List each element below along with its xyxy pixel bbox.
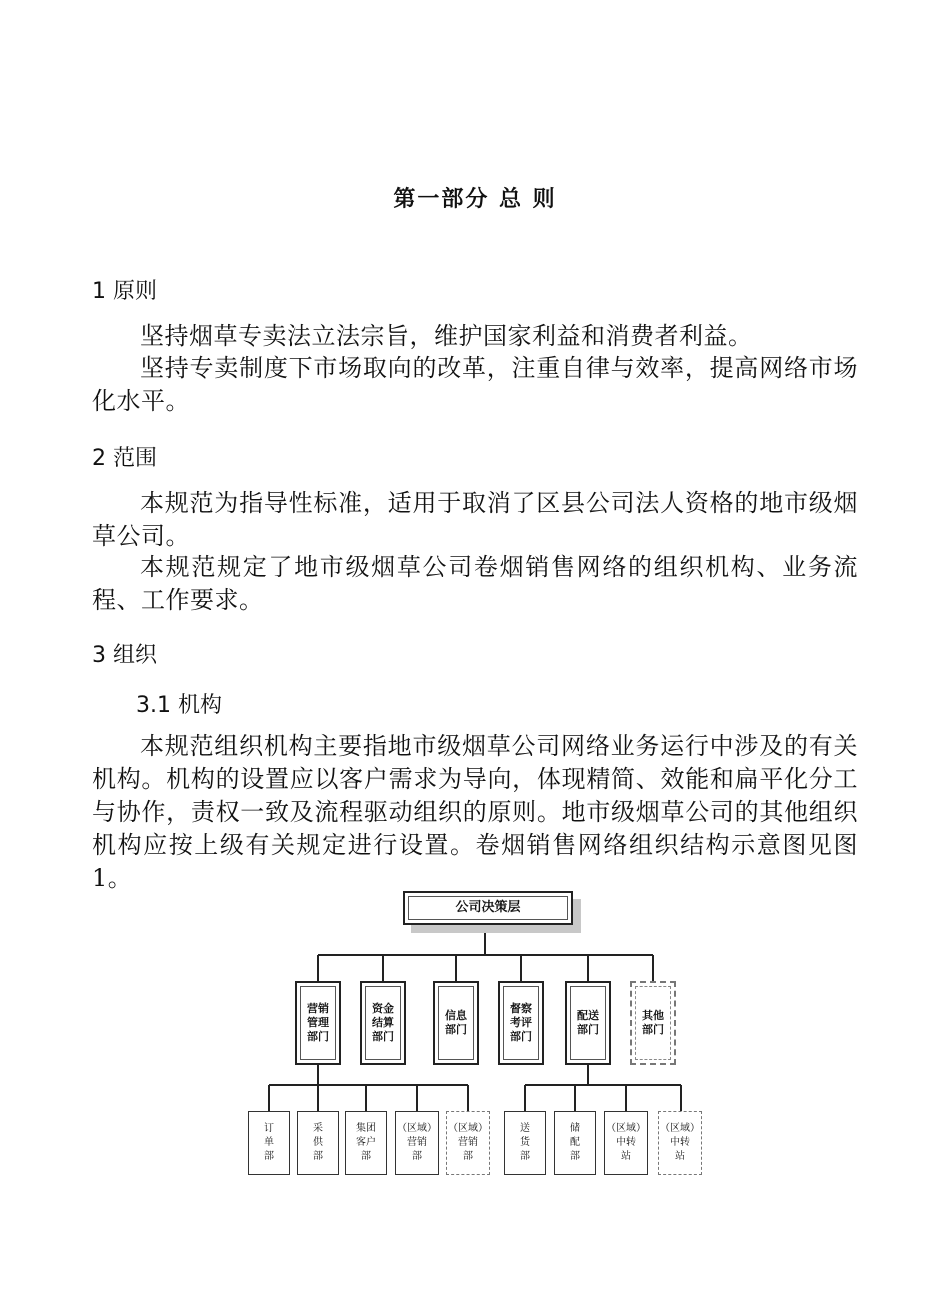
dept-marketing-box: 营销 管理 部门 xyxy=(295,981,341,1065)
org-chart xyxy=(240,885,710,1185)
section-heading-scope: 2 范围 xyxy=(92,446,157,471)
paragraph-structure: 本规范组织机构主要指地市级烟草公司网络业务运行中涉及的有关机构。机构的设置应以客户需求为导向，体现精简、效能和扁平化分工与协作，责权一致及流程驱动组织的原则。地市级烟草公司的其他组织机构应按上级有关规定进行设置。卷烟销售网络组织结构示意图见图 1。 xyxy=(92,732,858,892)
unit-regional-marketing-box: （区域） 营销 部 xyxy=(395,1111,439,1175)
unit-regional-transfer-box: （区域） 中转 站 xyxy=(604,1111,648,1175)
unit-shipping-box: 送 货 部 xyxy=(504,1111,546,1175)
subsection-heading-structure: 3.1 机构 xyxy=(136,693,222,718)
decision-layer-box: 公司决策层 xyxy=(403,891,573,925)
unit-regional-marketing-optional-box: （区域） 营销 部 xyxy=(446,1111,490,1175)
paragraph-principle-1: 坚持烟草专卖法立法宗旨，维护国家利益和消费者利益。 xyxy=(140,322,753,350)
dept-finance-box: 资金 结算 部门 xyxy=(360,981,406,1065)
unit-storage-box: 储 配 部 xyxy=(554,1111,596,1175)
unit-procurement-box: 采 供 部 xyxy=(297,1111,339,1175)
unit-order-box: 订 单 部 xyxy=(248,1111,290,1175)
section-heading-organization: 3 组织 xyxy=(92,643,157,668)
dept-information-box: 信息 部门 xyxy=(433,981,479,1065)
paragraph-scope-1: 本规范为指导性标准，适用于取消了区县公司法人资格的地市级烟草公司。 xyxy=(92,489,858,550)
paragraph-principle-2: 坚持专卖制度下市场取向的改革，注重自律与效率，提高网络市场化水平。 xyxy=(92,354,858,415)
dept-other-box: 其他 部门 xyxy=(630,981,676,1065)
paragraph-scope-2: 本规范规定了地市级烟草公司卷烟销售网络的组织机构、业务流程、工作要求。 xyxy=(92,553,858,614)
unit-group-client-box: 集团 客户 部 xyxy=(345,1111,387,1175)
dept-delivery-box: 配送 部门 xyxy=(565,981,611,1065)
dept-inspection-box: 督察 考评 部门 xyxy=(498,981,544,1065)
unit-regional-transfer-optional-box: （区域） 中转 站 xyxy=(658,1111,702,1175)
page-title: 第一部分 总 则 xyxy=(393,186,557,212)
section-heading-principles: 1 原则 xyxy=(92,279,157,304)
